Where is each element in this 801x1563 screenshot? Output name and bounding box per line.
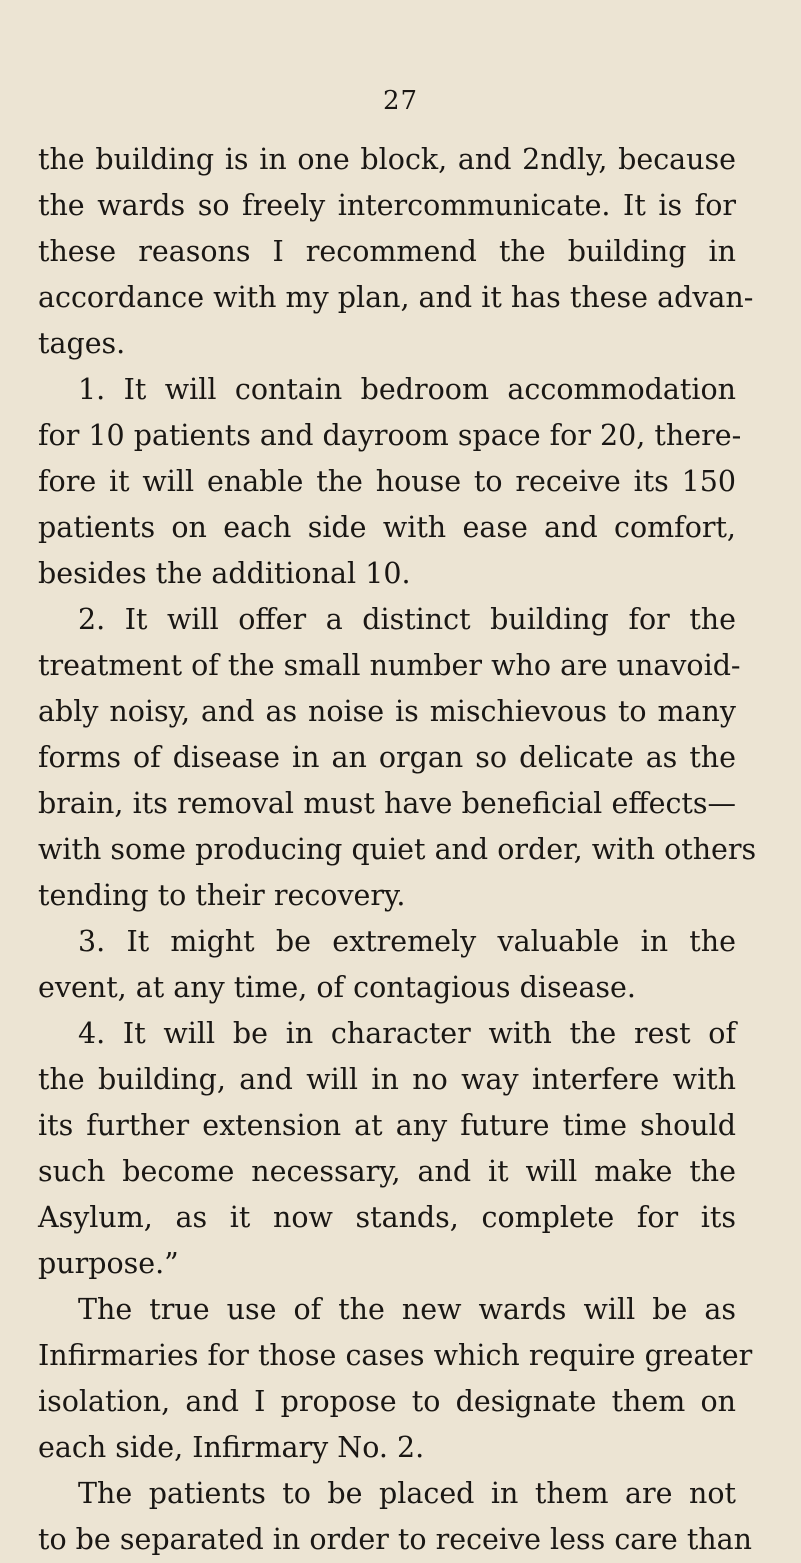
text-line: brain, its removal must have beneficial effects— [38,787,736,820]
text-line: the building, and will in no way interfere with [38,1063,736,1096]
text-line: 2. It will offer a distinct building for the [78,603,736,636]
text-line: ably noisy, and as noise is mischievous to many [38,695,736,728]
text-line: tending to their recovery. [38,879,406,912]
text-line: patients on each side with ease and comfort, [38,511,736,544]
text-line: for 10 patients and dayroom space for 20, there- [38,419,742,452]
page-number: 27 [382,86,419,116]
text-line: each side, Infirmary No. 2. [38,1431,425,1464]
text-line: tages. [38,327,126,360]
body-text [38,137,757,1563]
text-line: treatment of the small number who are unavoid- [38,649,741,682]
text-line: 3. It might be extremely valuable in the [78,925,736,958]
text-line: the building is in one block, and 2ndly, because [38,143,736,176]
text-line: to be separated in order to receive less care than [38,1523,752,1556]
text-line: Asylum, as it now stands, complete for its [38,1201,736,1234]
text-line: Infirmaries for those cases which require greater [38,1339,753,1372]
text-line: isolation, and I propose to designate them on [38,1385,736,1418]
text-line: forms of disease in an organ so delicate as the [38,741,736,774]
text-line: purpose.” [38,1247,179,1280]
text-line: such become necessary, and it will make the [38,1155,736,1188]
text-line: accordance with my plan, and it has these advan- [38,281,754,314]
text-line: its further extension at any future time should [38,1109,736,1142]
text-line: The true use of the new wards will be as [78,1293,736,1326]
text-line: the wards so freely intercommunicate. It is for [38,189,736,222]
text-line: 1. It will contain bedroom accommodation [78,373,736,406]
text-line: 4. It will be in character with the rest of [78,1017,736,1050]
text-line: with some producing quiet and order, with others [38,833,757,866]
text-line: besides the additional 10. [38,557,411,590]
text-line: these reasons I recommend the building in [38,235,736,268]
text-line: The patients to be placed in them are not [78,1477,736,1510]
text-line: event, at any time, of contagious disease. [38,971,636,1004]
text-line: fore it will enable the house to receive its 150 [38,465,736,498]
